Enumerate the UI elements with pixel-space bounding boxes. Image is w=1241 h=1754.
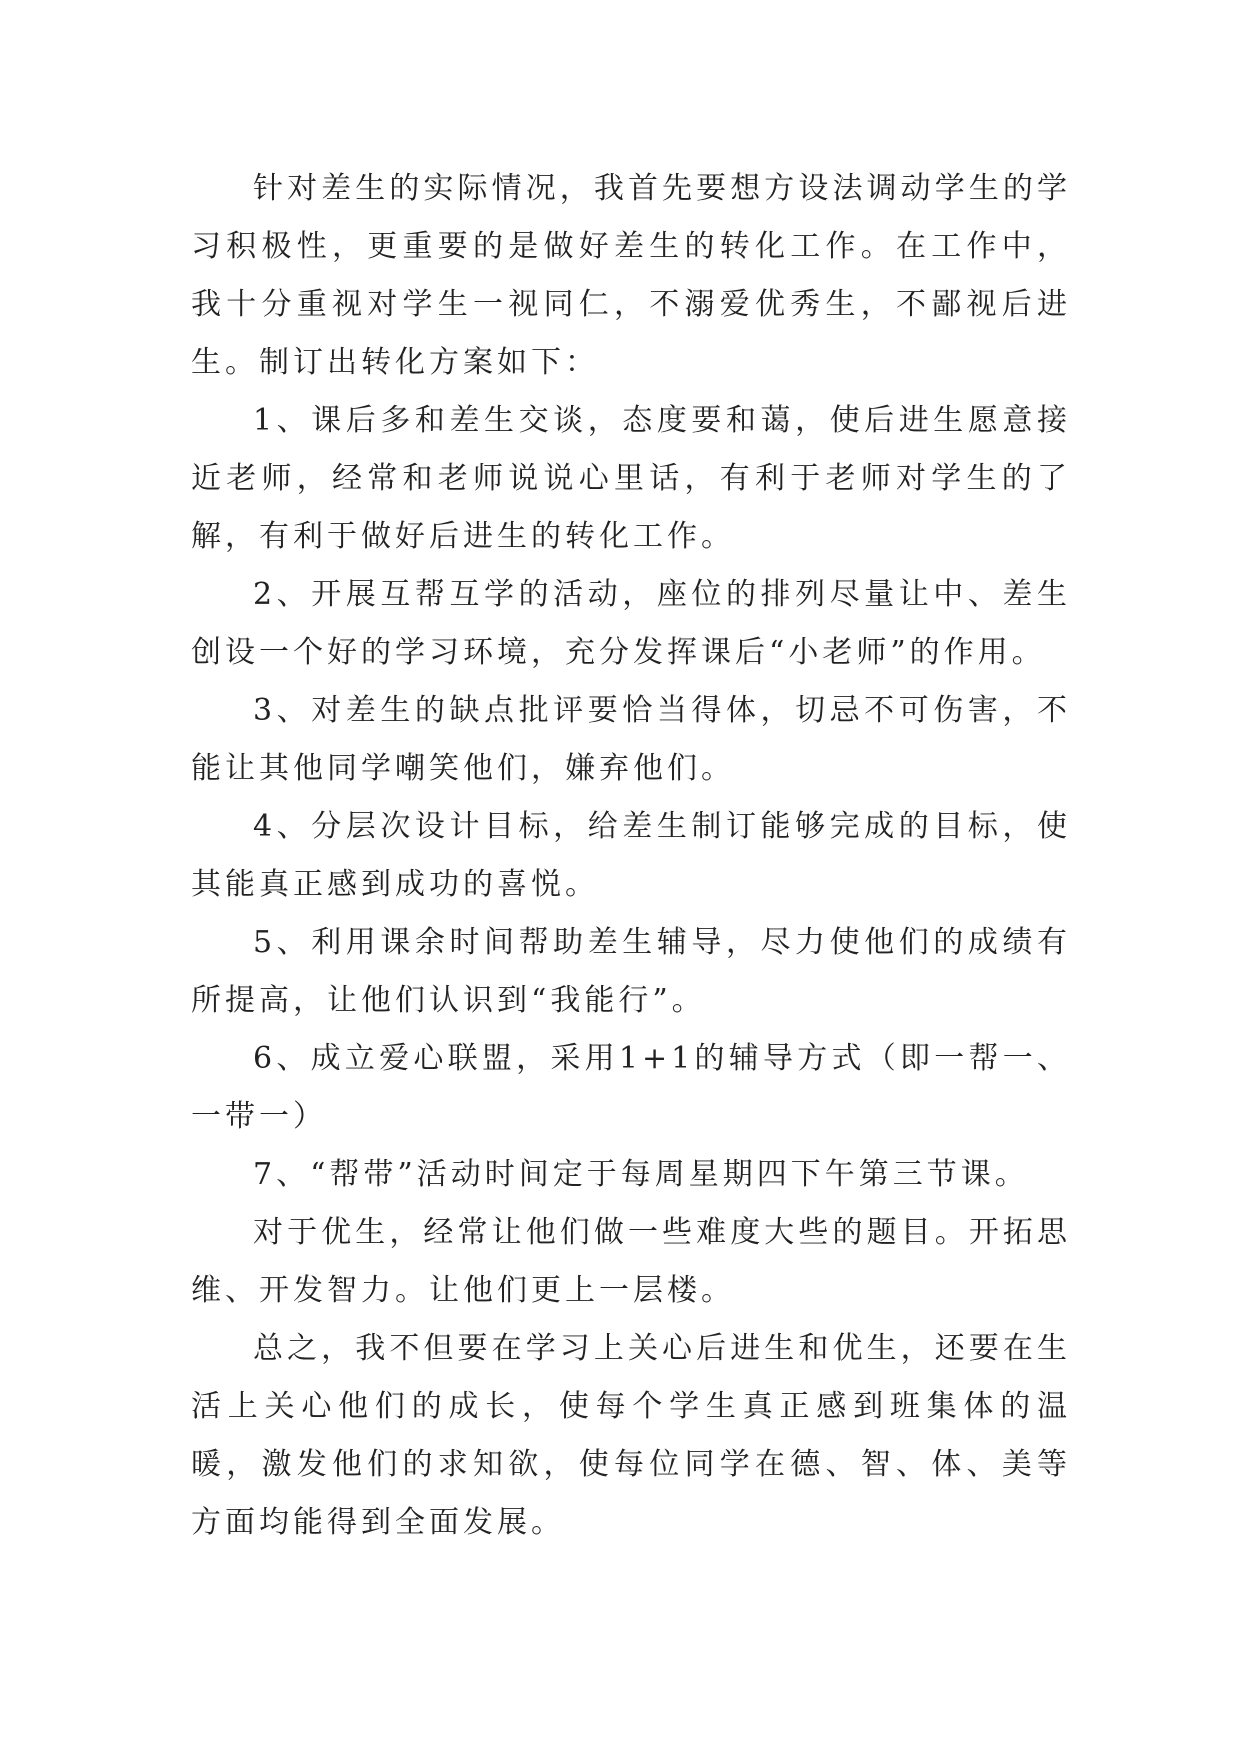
paragraph-item-2: 2、开展互帮互学的活动，座位的排列尽量让中、差生创设一个好的学习环境，充分发挥课后“小老师”的作用。 bbox=[191, 577, 1071, 670]
paragraph-item-7: 7、“帮带”活动时间定于每周星期四下午第三节课。 bbox=[253, 1157, 1029, 1192]
paragraph-intro: 针对差生的实际情况，我首先要想方设法调动学生的学习积极性，更重要的是做好差生的转化工作。在工作中，我十分重视对学生一视同仁，不溺爱优秀生，不鄙视后进生。制订出转化方案如下： bbox=[191, 171, 1071, 380]
paragraph-item-1: 1、课后多和差生交谈，态度要和蔼，使后进生愿意接近老师，经常和老师说说心里话，有利于老师对学生的了解，有利于做好后进生的转化工作。 bbox=[191, 403, 1071, 554]
paragraph-item-5: 5、利用课余时间帮助差生辅导，尽力使他们的成绩有所提高，让他们认识到“我能行”。 bbox=[191, 925, 1071, 1018]
paragraph-item-4: 4、分层次设计目标，给差生制订能够完成的目标，使其能真正感到成功的喜悦。 bbox=[191, 809, 1071, 902]
document-body bbox=[191, 160, 1071, 1552]
paragraph-top-students: 对于优生，经常让他们做一些难度大些的题目。开拓思维、开发智力。让他们更上一层楼。 bbox=[191, 1215, 1071, 1308]
paragraph-item-6: 6、成立爱心联盟，采用1+1的辅导方式（即一帮一、一带一） bbox=[191, 1041, 1071, 1134]
paragraph-conclusion: 总之，我不但要在学习上关心后进生和优生，还要在生活上关心他们的成长，使每个学生真正感到班集体的温暖，激发他们的求知欲，使每位同学在德、智、体、美等方面均能得到全面发展。 bbox=[191, 1331, 1071, 1540]
paragraph-item-3: 3、对差生的缺点批评要恰当得体，切忌不可伤害，不能让其他同学嘲笑他们，嫌弃他们。 bbox=[191, 693, 1071, 786]
